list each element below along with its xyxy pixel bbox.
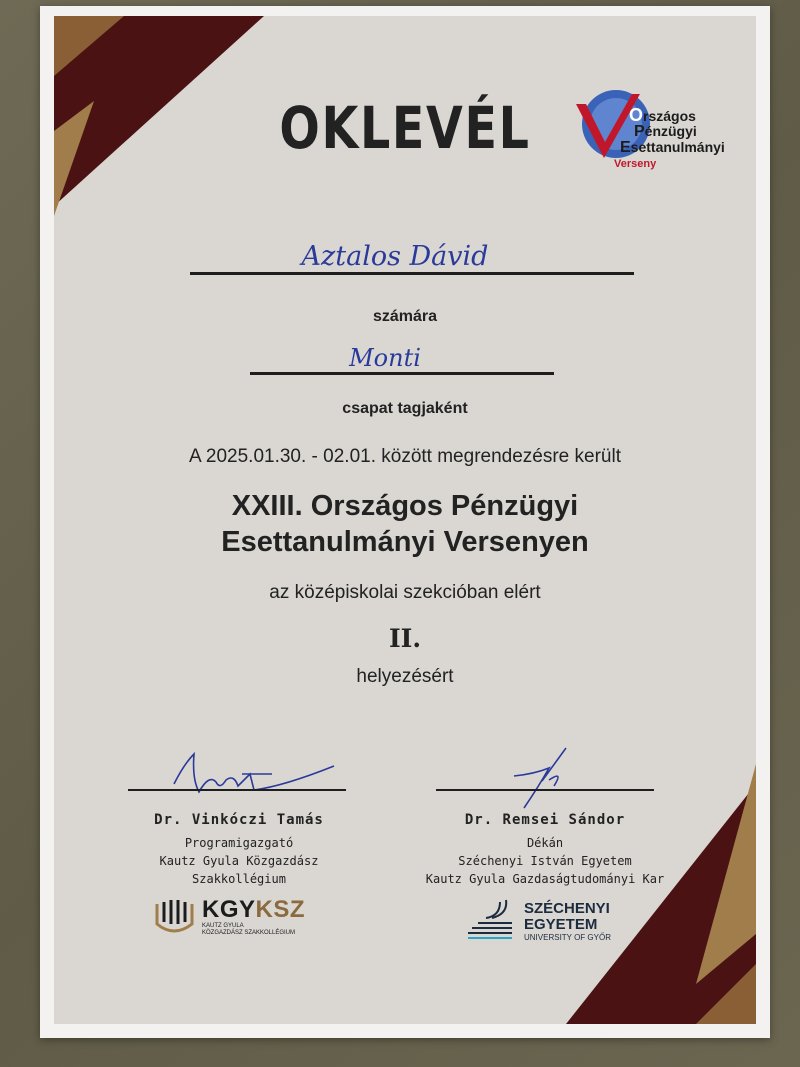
placement: II. — [388, 624, 422, 653]
competition-title-line2: Esettanulmányi Versenyen — [221, 526, 589, 558]
signatory-1 — [94, 812, 384, 888]
signatory-2-org-line1: Széchenyi István Egyetem — [458, 854, 632, 868]
szechenyi-logo — [464, 896, 654, 946]
logo-letter-o: O — [629, 105, 644, 125]
szechenyi-logo-mark — [464, 898, 516, 944]
certificate-paper — [40, 6, 770, 1038]
kgyksz-logo-part-b: KSZ — [255, 896, 306, 923]
logo-letter-e: E — [620, 139, 631, 156]
section-line: az középiskolai szekcióban elért — [269, 582, 541, 603]
signatory-1-org-line1: Kautz Gyula Közgazdász — [159, 854, 319, 868]
for-label: számára — [372, 308, 438, 325]
kgyksz-logo-mark — [154, 898, 196, 938]
recipient-line — [190, 272, 634, 275]
opv-logo — [574, 86, 724, 186]
certificate-title: OKLEVÉL — [279, 94, 531, 162]
logo-word-penzugyi: énzügyi — [644, 123, 697, 139]
logo-letter-v: V — [614, 158, 621, 170]
competition-title-line1: XXIII. Országos Pénzügyi — [231, 490, 579, 522]
signatory-2-name: Dr. Remsei Sándor — [464, 812, 626, 828]
signatory-1-org-line2: Szakkollégium — [192, 872, 286, 886]
date-line: A 2025.01.30. - 02.01. között megrendezésre került — [189, 446, 621, 467]
signatory-1-name: Dr. Vinkóczi Tamás — [154, 812, 324, 828]
team-label: csapat tagjaként — [342, 400, 468, 417]
signatory-2 — [390, 812, 700, 888]
signatory-2-org-line2: Kautz Gyula Gazdaságtudományi Kar — [425, 872, 665, 886]
placement-label: helyezésért — [356, 666, 454, 687]
szechenyi-logo-line1: SZÉCHENYI — [524, 900, 610, 917]
kgyksz-logo-part-a: KGY — [202, 896, 256, 923]
team-line — [250, 372, 554, 375]
kgyksz-logo-sub2: KÖZGAZDÁSZ SZAKKOLLÉGIUM — [202, 930, 296, 936]
logo-word-verseny: erseny — [620, 158, 657, 170]
szechenyi-logo-line3: UNIVERSITY OF GYŐR — [524, 933, 611, 942]
signature-line-2 — [436, 789, 654, 791]
kgyksz-logo-sub1: KAUTZ GYULA — [202, 923, 244, 929]
signatory-1-role: Programigazgató — [184, 836, 294, 850]
signature-1 — [154, 744, 354, 804]
certificate-body — [54, 16, 756, 1024]
team-name: Monti — [349, 344, 421, 372]
signature-line-1 — [128, 789, 346, 791]
logo-letter-p: P — [634, 123, 645, 140]
logo-word-esettanulmanyi: settanulmányi — [630, 139, 725, 155]
kgyksz-logo — [154, 896, 324, 946]
recipient-name: Aztalos Dávid — [301, 241, 489, 272]
signature-2 — [494, 746, 614, 816]
szechenyi-logo-line2: EGYETEM — [524, 916, 598, 933]
logo-word-orszagos: rszágos — [643, 108, 696, 124]
signatory-2-role: Dékán — [526, 836, 564, 850]
